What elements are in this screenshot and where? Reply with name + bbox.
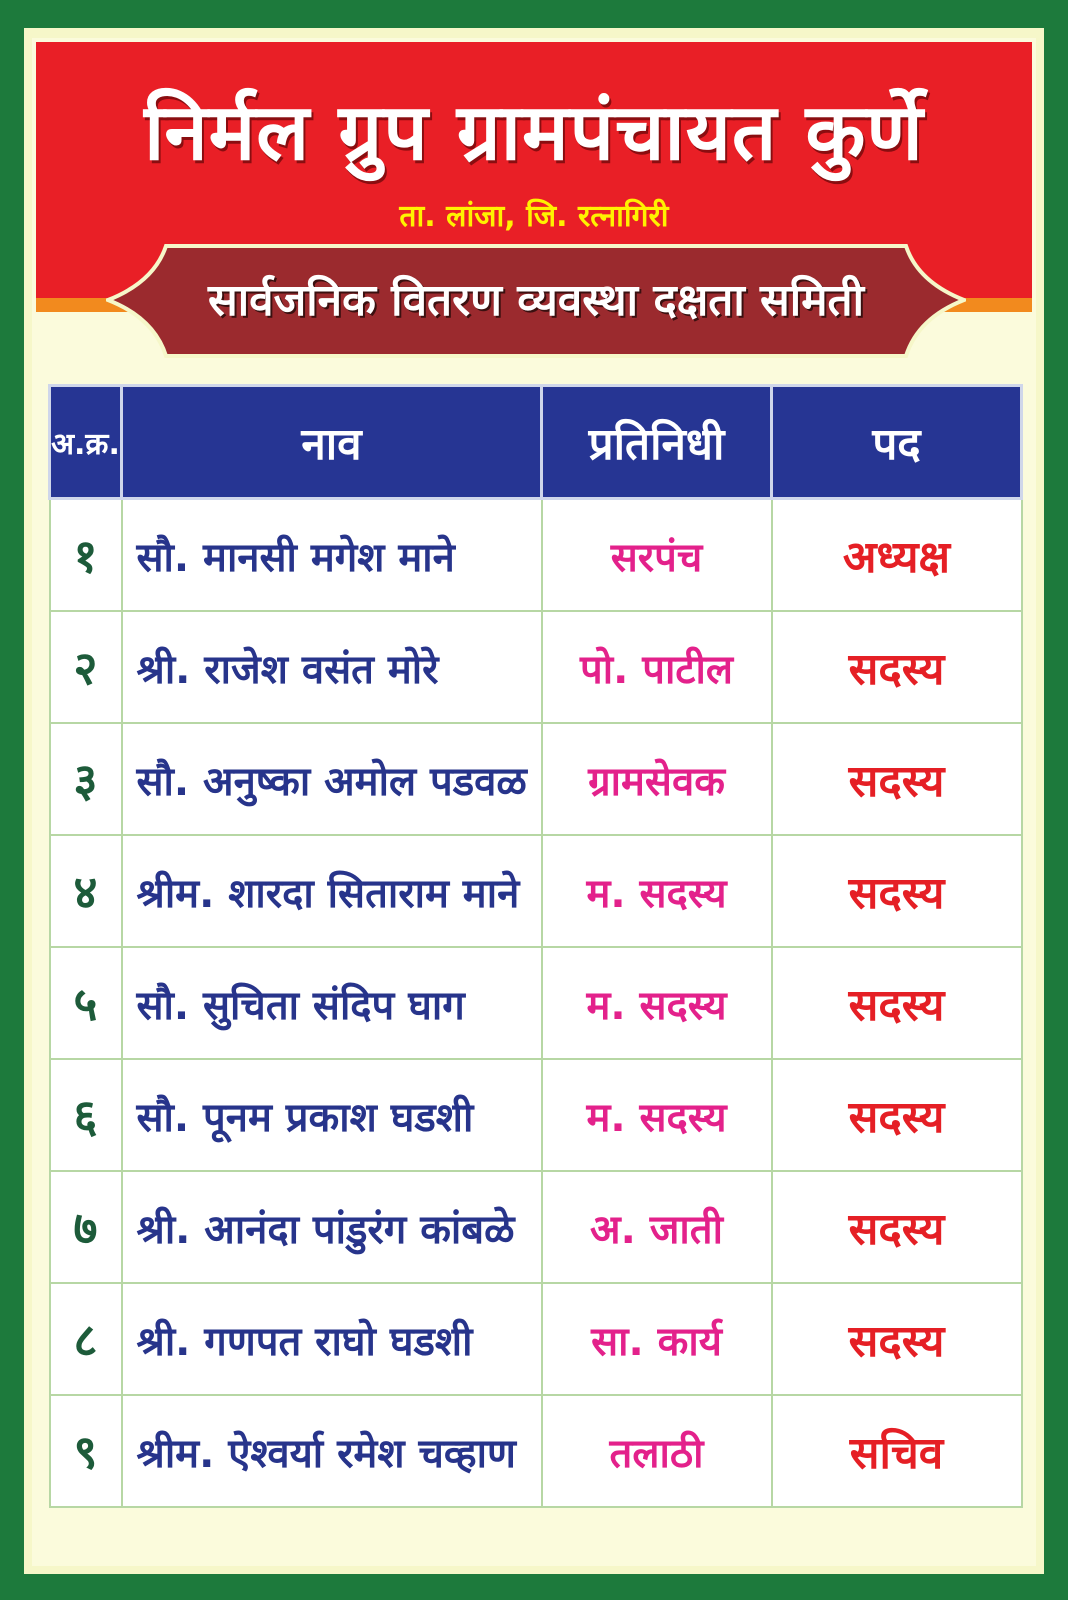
table-header-row [50, 386, 1022, 499]
row-name: श्री. गणपत राघो घडशी [122, 1283, 542, 1395]
row-post: अध्यक्ष [772, 499, 1022, 612]
row-representative: म. सदस्य [542, 947, 772, 1059]
row-post: सदस्य [772, 1283, 1022, 1395]
row-representative: सरपंच [542, 499, 772, 612]
row-name: श्रीम. ऐश्वर्या रमेश चव्हाण [122, 1395, 542, 1507]
row-representative: पो. पाटील [542, 611, 772, 723]
row-name: श्री. राजेश वसंत मोरे [122, 611, 542, 723]
row-name: सौ. सुचिता संदिप घाग [122, 947, 542, 1059]
row-name: सौ. अनुष्का अमोल पडवळ [122, 723, 542, 835]
row-post: सदस्य [772, 611, 1022, 723]
committee-table [48, 384, 1020, 1530]
row-sr: ५ [50, 947, 122, 1059]
page-subtitle: ता. लांजा, जि. रत्नागिरी [399, 199, 669, 234]
table-row [50, 1059, 1022, 1171]
table-row [50, 835, 1022, 947]
row-representative: अ. जाती [542, 1171, 772, 1283]
committee-banner [106, 242, 966, 360]
table-row [50, 1283, 1022, 1395]
row-name: सौ. पूनम प्रकाश घडशी [122, 1059, 542, 1171]
table-row [50, 1171, 1022, 1283]
page-title: निर्मल ग्रुप ग्रामपंचायत कुर्णे [144, 88, 924, 178]
row-representative: तलाठी [542, 1395, 772, 1507]
row-sr: ७ [50, 1171, 122, 1283]
row-representative: ग्रामसेवक [542, 723, 772, 835]
row-post: सदस्य [772, 835, 1022, 947]
row-sr: ४ [50, 835, 122, 947]
row-sr: १ [50, 499, 122, 612]
table-row [50, 723, 1022, 835]
row-sr: ६ [50, 1059, 122, 1171]
table-row [50, 611, 1022, 723]
row-sr: ९ [50, 1395, 122, 1507]
row-post: सदस्य [772, 1171, 1022, 1283]
row-name: सौ. मानसी मगेश माने [122, 499, 542, 612]
row-name: श्रीम. शारदा सिताराम माने [122, 835, 542, 947]
row-representative: म. सदस्य [542, 835, 772, 947]
row-sr: २ [50, 611, 122, 723]
inner-frame [24, 28, 1044, 1574]
header-representative: प्रतिनिधी [542, 386, 772, 499]
table-row [50, 1395, 1022, 1507]
row-post: सदस्य [772, 1059, 1022, 1171]
row-representative: म. सदस्य [542, 1059, 772, 1171]
header-post: पद [772, 386, 1022, 499]
table-row [50, 499, 1022, 612]
header-name: नाव [122, 386, 542, 499]
row-name: श्री. आनंदा पांडुरंग कांबळे [122, 1171, 542, 1283]
row-post: सदस्य [772, 947, 1022, 1059]
row-post: सचिव [772, 1395, 1022, 1507]
table-row [50, 947, 1022, 1059]
row-representative: सा. कार्य [542, 1283, 772, 1395]
row-sr: ३ [50, 723, 122, 835]
row-sr: ८ [50, 1283, 122, 1395]
header-sr: अ.क्र. [50, 386, 122, 499]
row-post: सदस्य [772, 723, 1022, 835]
banner-title: सार्वजनिक वितरण व्यवस्था दक्षता समिती [208, 275, 864, 326]
